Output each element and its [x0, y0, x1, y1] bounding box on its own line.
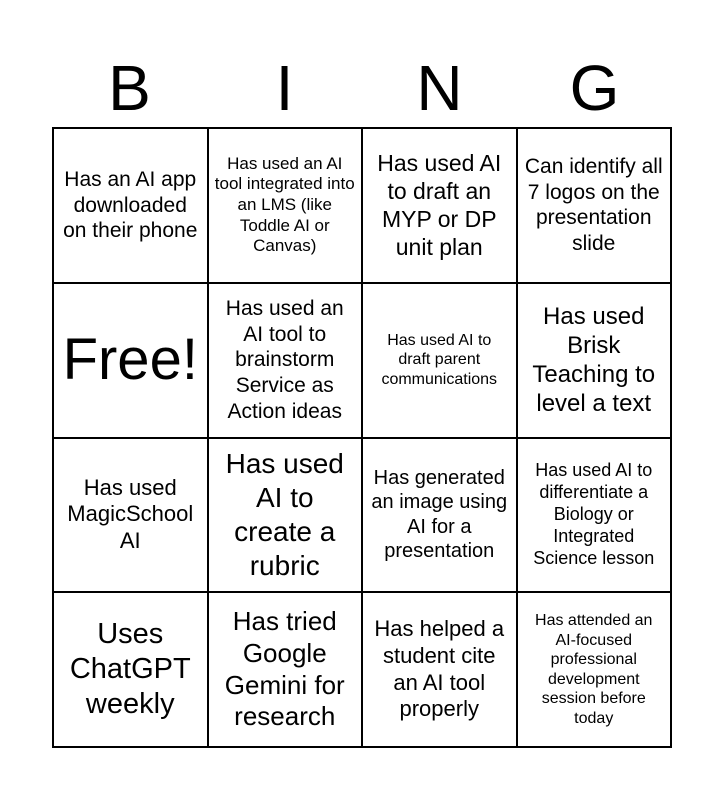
header-letter-g: G	[569, 52, 620, 124]
cell-text: Has used AI to create a rubric	[225, 447, 344, 582]
cell-text: Has tried Google Gemini for research	[224, 606, 345, 732]
bingo-cell-r1c4[interactable]	[518, 129, 673, 284]
bingo-cell-r3c1[interactable]	[54, 439, 209, 594]
bingo-cell-free[interactable]	[54, 284, 209, 439]
cell-text: Has helped a student cite an AI tool properly	[374, 615, 505, 722]
bingo-board	[52, 127, 672, 748]
cell-text: Has used Brisk Teaching to level a text	[532, 302, 656, 418]
header-letter-b: B	[108, 52, 151, 124]
cell-text: Can identify all 7 logos on the presentation slide	[524, 155, 663, 255]
bingo-cell-r4c4[interactable]	[518, 593, 673, 748]
bingo-cell-r3c4[interactable]	[518, 439, 673, 594]
bingo-cell-r2c4[interactable]	[518, 284, 673, 439]
cell-text: Has an AI app downloaded on their phone	[63, 167, 198, 243]
header-letter-n: N	[416, 52, 463, 124]
cell-text: Has used an AI tool to brainstorm Service as Action ideas	[225, 297, 344, 423]
bingo-cell-r4c3[interactable]	[363, 593, 518, 748]
cell-text: Has used MagicSchool AI	[67, 474, 194, 554]
bingo-cell-r1c3[interactable]	[363, 129, 518, 284]
header-letter-i: I	[275, 52, 294, 124]
bingo-cell-r1c2[interactable]	[209, 129, 364, 284]
bingo-cell-r4c1[interactable]	[54, 593, 209, 748]
cell-text: Has generated an image using AI for a presentation	[371, 467, 508, 563]
cell-text: Has attended an AI-focused professional development session before today	[535, 612, 653, 727]
free-space-text: Free!	[62, 327, 198, 393]
bingo-cell-r1c1[interactable]	[54, 129, 209, 284]
cell-text: Has used AI to differentiate a Biology or Integrated Science lesson	[533, 459, 655, 568]
bingo-header	[52, 48, 672, 128]
bingo-cell-r4c2[interactable]	[209, 593, 364, 748]
cell-text: Has used AI to draft an MYP or DP unit plan	[377, 150, 502, 261]
bingo-cell-r2c2[interactable]	[209, 284, 364, 439]
cell-text: Has used AI to draft parent communications	[381, 331, 498, 388]
bingo-cell-r3c2[interactable]	[209, 439, 364, 594]
bingo-cell-r2c3[interactable]	[363, 284, 518, 439]
cell-text: Has used an AI tool integrated into an LMS (like Toddle AI or Canvas)	[214, 153, 355, 256]
cell-text: Uses ChatGPT weekly	[69, 617, 191, 721]
bingo-cell-r3c3[interactable]	[363, 439, 518, 594]
